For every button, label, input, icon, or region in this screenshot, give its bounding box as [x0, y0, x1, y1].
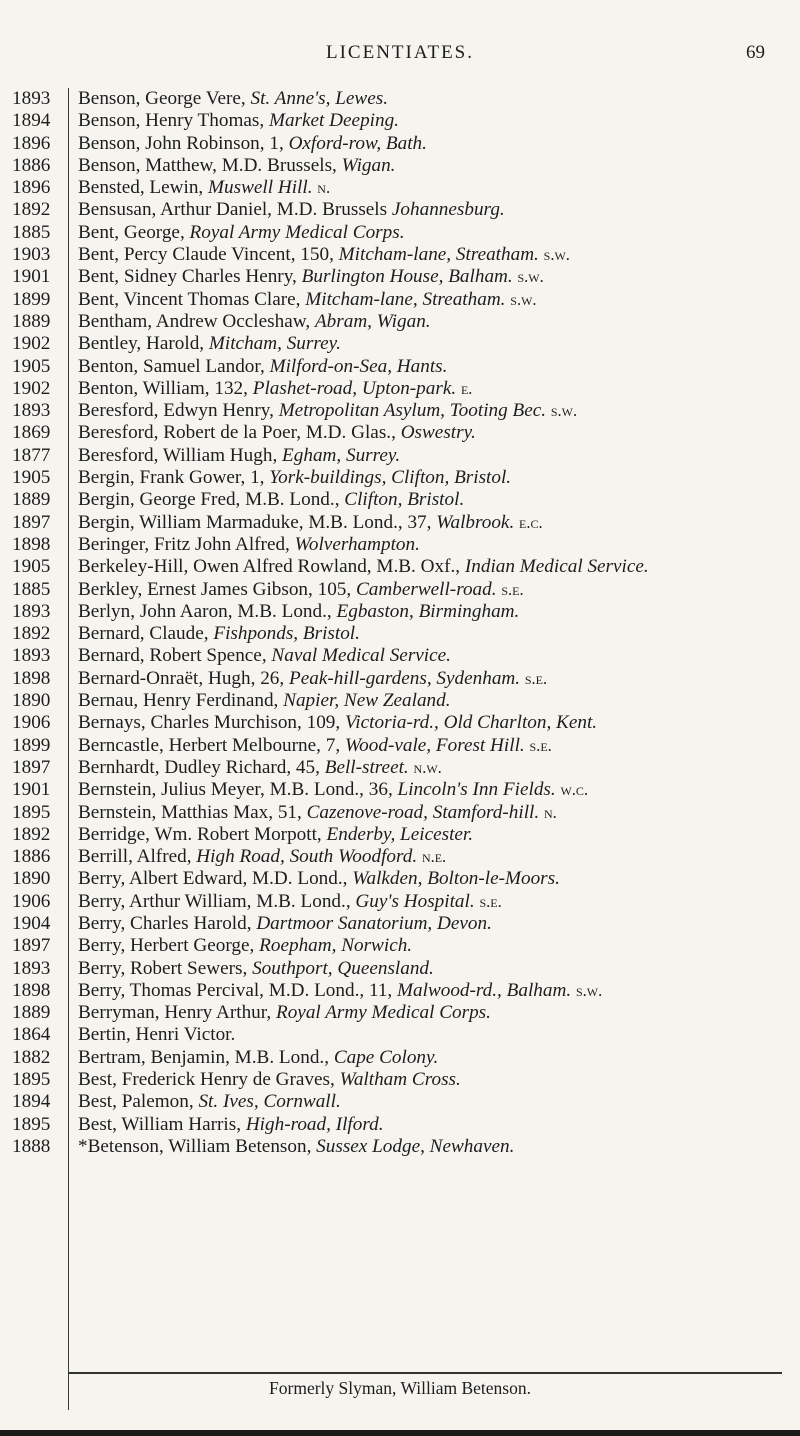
list-item: [0, 846, 800, 868]
entry-text: [78, 177, 784, 199]
entry-address: Sussex Lodge, Newhaven.: [316, 1135, 515, 1157]
entry-text: [78, 467, 784, 489]
entry-year: 1869: [12, 422, 51, 444]
entry-text: [78, 913, 784, 935]
entry-address: High Road, South Woodford.: [196, 846, 418, 868]
entry-year: 1895: [12, 1069, 51, 1091]
entry-name: Berkeley-Hill, Owen Alfred Rowland, M.B. Oxf.,: [78, 556, 465, 578]
list-item: [0, 1114, 800, 1136]
entry-text: [78, 133, 784, 155]
entry-text: [78, 1091, 784, 1113]
entry-text: [78, 802, 784, 824]
entry-text: [78, 266, 784, 288]
entry-address: St. Ives, Cornwall.: [198, 1091, 341, 1113]
list-item: [0, 311, 800, 333]
entry-postal-district: n.: [543, 802, 557, 822]
entry-address: Cape Colony.: [333, 1046, 439, 1068]
list-item: [0, 802, 800, 824]
entry-address: Oswestry.: [400, 422, 476, 444]
entry-postal-district: n.e.: [421, 847, 447, 867]
list-item: [0, 1136, 800, 1158]
entry-year: 1893: [12, 957, 51, 979]
entry-year: 1889: [12, 489, 51, 511]
entry-year: 1899: [12, 288, 51, 310]
list-item: [0, 356, 800, 378]
entry-postal-district: n.w.: [413, 757, 442, 777]
entry-address: Plashet-road, Upton-park.: [252, 377, 457, 399]
entry-name: Best, William Harris,: [78, 1113, 246, 1135]
entry-postal-district: s.w.: [517, 267, 544, 287]
entry-postal-district: n.: [317, 178, 331, 198]
entry-name: Bernstein, Julius Meyer, M.B. Lond., 36,: [78, 779, 398, 801]
list-item: [0, 690, 800, 712]
licentiates-list: [0, 88, 800, 1158]
entry-name: Berlyn, John Aaron, M.B. Lond.,: [78, 600, 337, 622]
entry-year: 1885: [12, 578, 51, 600]
entry-text: [78, 534, 784, 556]
entry-name: Bertram, Benjamin, M.B. Lond.,: [78, 1046, 334, 1068]
page-number: 69: [746, 42, 765, 63]
entry-text: [78, 1114, 784, 1136]
entry-address: Clifton, Bristol.: [344, 489, 465, 511]
entry-year: 1906: [12, 890, 51, 912]
entry-name: Benson, Henry Thomas,: [78, 110, 269, 132]
entry-postal-district: w.c.: [560, 780, 589, 800]
list-item: [0, 1002, 800, 1024]
list-item: [0, 735, 800, 757]
list-item: [0, 110, 800, 132]
entry-address: Dartmoor Sanatorium, Devon.: [256, 912, 492, 934]
entry-year: 1905: [12, 467, 51, 489]
list-item: [0, 512, 800, 534]
entry-name: Bergin, George Fred, M.B. Lond.,: [78, 489, 345, 511]
entry-address: Peak-hill-gardens, Sydenham.: [289, 667, 521, 689]
entry-name: Bernhardt, Dudley Richard, 45,: [78, 756, 325, 778]
list-item: [0, 668, 800, 690]
list-item: [0, 868, 800, 890]
entry-text: [78, 356, 784, 378]
entry-address: Southport, Queensland.: [252, 957, 434, 979]
entry-postal-district: e.c.: [519, 512, 543, 532]
list-item: [0, 1091, 800, 1113]
entry-text: [78, 980, 784, 1002]
entry-year: 1904: [12, 912, 51, 934]
entry-address: Mitcham, Surrey.: [208, 333, 341, 355]
entry-name: Bensusan, Arthur Daniel, M.D. Brussels: [78, 199, 392, 221]
entry-text: [78, 244, 784, 266]
entry-postal-district: s.w.: [510, 289, 537, 309]
entry-text: [78, 110, 784, 132]
entry-year: 1905: [12, 355, 51, 377]
entry-text: [78, 935, 784, 957]
entry-year: 1901: [12, 266, 51, 288]
entry-name: Benson, George Vere,: [78, 88, 251, 109]
list-item: [0, 1024, 800, 1046]
entry-address: Victoria-rd., Old Charlton, Kent.: [345, 712, 598, 734]
entry-name: Bent, Vincent Thomas Clare,: [78, 288, 306, 310]
entry-text: [78, 601, 784, 623]
entry-text: [78, 1024, 784, 1046]
entry-postal-district: s.w.: [543, 245, 570, 265]
entry-text: [78, 422, 784, 444]
entry-text: [78, 333, 784, 355]
entry-name: Berry, Charles Harold,: [78, 912, 257, 934]
entry-text: [78, 779, 784, 801]
entry-name: Benton, Samuel Landor,: [78, 355, 270, 377]
entry-year: 1893: [12, 600, 51, 622]
entry-text: [78, 846, 784, 868]
list-item: [0, 645, 800, 667]
list-item: [0, 757, 800, 779]
list-item: [0, 712, 800, 734]
entry-name: Bernays, Charles Murchison, 109,: [78, 712, 345, 734]
entry-address: Fishponds, Bristol.: [213, 623, 360, 645]
entry-year: 1897: [12, 756, 51, 778]
entry-text: [78, 222, 784, 244]
entry-name: Benson, Matthew, M.D. Brussels,: [78, 154, 342, 176]
list-item: [0, 579, 800, 601]
entry-year: 1897: [12, 935, 51, 957]
entry-year: 1889: [12, 310, 51, 332]
list-item: [0, 489, 800, 511]
entry-address: Mitcham-lane, Streatham.: [305, 288, 506, 310]
entry-year: 1893: [12, 400, 51, 422]
entry-address: Indian Medical Service.: [464, 556, 649, 578]
entry-address: Walbrook.: [436, 511, 515, 533]
entry-year: 1864: [12, 1024, 51, 1046]
list-item: [0, 155, 800, 177]
entry-text: [78, 757, 784, 779]
entry-year: 1890: [12, 690, 51, 712]
entry-text: [78, 623, 784, 645]
entry-name: Berry, Robert Sewers,: [78, 957, 253, 979]
entry-postal-district: s.e.: [529, 735, 552, 755]
entry-postal-district: s.e.: [501, 579, 524, 599]
entry-text: [78, 1002, 784, 1024]
entry-year: 1896: [12, 177, 51, 199]
entry-address: Lincoln's Inn Fields.: [397, 779, 556, 801]
entry-postal-district: s.w.: [550, 401, 578, 421]
entry-address: Egham, Surrey.: [282, 444, 401, 466]
entry-address: Guy's Hospital.: [355, 890, 475, 912]
entry-name: Berryman, Henry Arthur,: [78, 1002, 276, 1024]
entry-address: Royal Army Medical Corps.: [275, 1002, 491, 1024]
list-item: [0, 88, 800, 110]
entry-name: Bernau, Henry Ferdinand,: [78, 690, 284, 712]
entry-text: [78, 868, 784, 890]
entry-text: [78, 311, 784, 333]
list-item: [0, 266, 800, 288]
entry-address: Johannesburg.: [391, 199, 505, 221]
entry-address: Enderby, Leicester.: [326, 823, 474, 845]
entry-name: Bent, Percy Claude Vincent, 150,: [78, 244, 339, 266]
footnote-rule: [68, 1372, 782, 1374]
list-item: [0, 1047, 800, 1069]
entry-text: [78, 712, 784, 734]
entry-text: [78, 445, 784, 467]
entry-name: Berry, Albert Edward, M.D. Lond.,: [78, 868, 353, 890]
entry-text: [78, 891, 784, 913]
entry-name: Bertin, Henri Victor.: [78, 1024, 236, 1046]
entry-year: 1897: [12, 511, 51, 533]
entry-year: 1892: [12, 199, 51, 221]
list-item: [0, 623, 800, 645]
list-item: [0, 891, 800, 913]
entry-text: [78, 690, 784, 712]
entry-text: [78, 1136, 784, 1158]
entry-year: 1886: [12, 846, 51, 868]
entry-postal-district: s.w.: [575, 980, 603, 1000]
entry-address: Malwood-rd., Balham.: [397, 979, 572, 1001]
list-item: [0, 534, 800, 556]
entry-year: 1895: [12, 801, 51, 823]
entry-address: Burlington House, Balham.: [301, 266, 513, 288]
entry-address: Milford-on-Sea, Hants.: [269, 355, 448, 377]
entry-name: Beringer, Fritz John Alfred,: [78, 533, 295, 555]
entry-address: Camberwell-road.: [356, 578, 497, 600]
entry-name: Bernard-Onraët, Hugh, 26,: [78, 667, 289, 689]
entry-year: 1888: [12, 1135, 51, 1157]
list-item: [0, 400, 800, 422]
list-item: [0, 958, 800, 980]
running-title: LICENTIATES.: [325, 42, 474, 63]
entry-name: *Betenson, William Betenson,: [78, 1135, 317, 1157]
entry-postal-district: s.e.: [479, 891, 502, 911]
entry-address: Naval Medical Service.: [271, 645, 451, 667]
entry-name: Berry, Herbert George,: [78, 935, 260, 957]
list-item: [0, 1069, 800, 1091]
entry-address: Cazenove-road, Stamford-hill.: [306, 801, 540, 823]
entry-name: Bentley, Harold,: [78, 333, 209, 355]
entry-address: Wood-vale, Forest Hill.: [344, 734, 525, 756]
entry-text: [78, 579, 784, 601]
entry-name: Berkley, Ernest James Gibson, 105,: [78, 578, 356, 600]
list-item: [0, 289, 800, 311]
entry-year: 1896: [12, 132, 51, 154]
list-item: [0, 422, 800, 444]
entry-text: [78, 668, 784, 690]
list-item: [0, 222, 800, 244]
list-item: [0, 467, 800, 489]
entry-text: [78, 824, 784, 846]
entry-name: Berrill, Alfred,: [78, 846, 197, 868]
entry-address: Walkden, Bolton-le-Moors.: [352, 868, 560, 890]
entry-text: [78, 400, 784, 422]
entry-name: Bernard, Claude,: [78, 623, 214, 645]
entry-name: Bent, George,: [78, 221, 190, 243]
entry-text: [78, 1047, 784, 1069]
entry-year: 1892: [12, 823, 51, 845]
list-item: [0, 199, 800, 221]
entry-year: 1892: [12, 623, 51, 645]
entry-text: [78, 735, 784, 757]
list-item: [0, 177, 800, 199]
entry-year: 1898: [12, 667, 51, 689]
list-item: [0, 935, 800, 957]
entry-year: 1893: [12, 645, 51, 667]
entry-text: [78, 1069, 784, 1091]
entry-name: Bergin, William Marmaduke, M.B. Lond., 37,: [78, 511, 437, 533]
entry-address: St. Anne's, Lewes.: [250, 88, 389, 109]
entry-year: 1882: [12, 1046, 51, 1068]
entry-year: 1894: [12, 1091, 51, 1113]
entry-address: Wigan.: [341, 154, 396, 176]
entry-year: 1886: [12, 154, 51, 176]
entry-postal-district: s.e.: [524, 668, 548, 688]
entry-text: [78, 378, 784, 400]
list-item: [0, 601, 800, 623]
entry-name: Berry, Arthur William, M.B. Lond.,: [78, 890, 356, 912]
entry-year: 1901: [12, 779, 51, 801]
entry-name: Benton, William, 132,: [78, 377, 253, 399]
entry-name: Beresford, William Hugh,: [78, 444, 283, 466]
list-item: [0, 913, 800, 935]
entry-text: [78, 155, 784, 177]
list-item: [0, 779, 800, 801]
entry-year: 1895: [12, 1113, 51, 1135]
entry-name: Bent, Sidney Charles Henry,: [78, 266, 302, 288]
entry-name: Bernstein, Matthias Max, 51,: [78, 801, 307, 823]
entry-text: [78, 289, 784, 311]
entry-name: Berncastle, Herbert Melbourne, 7,: [78, 734, 345, 756]
entry-address: High-road, Ilford.: [245, 1113, 384, 1135]
list-item: [0, 445, 800, 467]
entry-year: 1898: [12, 533, 51, 555]
entry-address: Oxford-row, Bath.: [288, 132, 427, 154]
entry-address: Egbaston, Birmingham.: [336, 600, 520, 622]
entry-name: Bergin, Frank Gower, 1,: [78, 467, 270, 489]
entry-name: Beresford, Edwyn Henry,: [78, 400, 279, 422]
entry-year: 1893: [12, 88, 51, 109]
list-item: [0, 133, 800, 155]
entry-text: [78, 489, 784, 511]
scan-edge-bar: [0, 1430, 800, 1436]
entry-year: 1899: [12, 734, 51, 756]
entry-text: [78, 512, 784, 534]
entry-name: Bentham, Andrew Occleshaw,: [78, 310, 315, 332]
entry-address: Market Deeping.: [268, 110, 399, 132]
entry-address: Muswell Hill.: [208, 177, 313, 199]
entry-year: 1877: [12, 444, 51, 466]
entry-address: Royal Army Medical Corps.: [189, 221, 405, 243]
entry-text: [78, 958, 784, 980]
entry-name: Berry, Thomas Percival, M.D. Lond., 11,: [78, 979, 398, 1001]
entry-text: [78, 88, 784, 110]
entry-name: Benson, John Robinson, 1,: [78, 132, 289, 154]
list-item: [0, 980, 800, 1002]
entry-name: Beresford, Robert de la Poer, M.D. Glas.,: [78, 422, 401, 444]
entry-year: 1902: [12, 333, 51, 355]
entry-year: 1889: [12, 1002, 51, 1024]
entry-postal-district: e.: [460, 378, 473, 398]
entry-year: 1898: [12, 979, 51, 1001]
entry-year: 1903: [12, 244, 51, 266]
list-item: [0, 556, 800, 578]
list-item: [0, 378, 800, 400]
list-item: [0, 333, 800, 355]
entry-text: [78, 556, 784, 578]
entry-name: Best, Frederick Henry de Graves,: [78, 1069, 340, 1091]
list-item: [0, 244, 800, 266]
entry-name: Best, Palemon,: [78, 1091, 199, 1113]
entry-text: [78, 199, 784, 221]
entry-address: Waltham Cross.: [339, 1069, 461, 1091]
entry-address: Abram, Wigan.: [314, 310, 431, 332]
entry-name: Bernard, Robert Spence,: [78, 645, 272, 667]
entry-name: Berridge, Wm. Robert Morpott,: [78, 823, 327, 845]
entry-address: Metropolitan Asylum, Tooting Bec.: [278, 400, 547, 422]
entry-year: 1905: [12, 556, 51, 578]
entry-text: [78, 645, 784, 667]
entry-address: York-buildings, Clifton, Bristol.: [269, 467, 512, 489]
entry-address: Napier, New Zealand.: [283, 690, 451, 712]
list-item: [0, 824, 800, 846]
entry-address: Bell-street.: [324, 756, 409, 778]
footnote: Formerly Slyman, William Betenson.: [269, 1378, 531, 1398]
entry-year: 1902: [12, 377, 51, 399]
entry-address: Wolverhampton.: [294, 533, 420, 555]
entry-year: 1906: [12, 712, 51, 734]
entry-year: 1894: [12, 110, 51, 132]
entry-address: Roepham, Norwich.: [259, 935, 413, 957]
entry-year: 1885: [12, 221, 51, 243]
entry-year: 1890: [12, 868, 51, 890]
entry-address: Mitcham-lane, Streatham.: [338, 244, 539, 266]
entry-name: Bensted, Lewin,: [78, 177, 209, 199]
